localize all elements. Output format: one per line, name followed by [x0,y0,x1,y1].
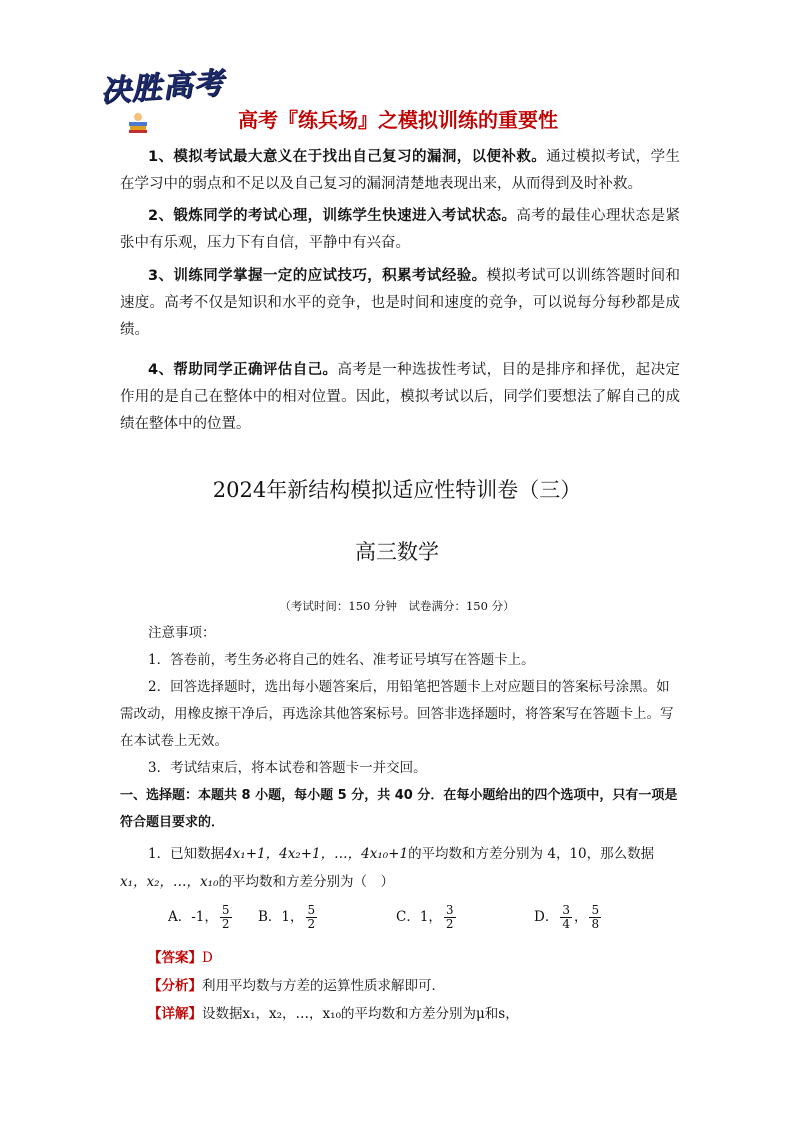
question-1-stem [120,840,680,896]
option-d-label: D． [534,909,559,925]
option-d-den-2: 8 [591,917,600,931]
books-icon [128,112,148,134]
notes-item-1: 1．答卷前，考生务必将自己的姓名、准考证号填写在答题卡上。 [148,652,535,668]
detail-tag: 【详解】 [148,1006,202,1022]
question-1-var-expr: x₁，x₂，…，x₁₀ [120,874,219,890]
exam-subject: 高三数学 [355,540,439,564]
option-c-num: 3 [445,903,454,917]
intro-item-4 [120,357,680,438]
intro-item-3-text: 模拟考试可以训练答题时间和速度。高考不仅是知识和水平的竞争，也是时间和速度的竞争，可以说每分每秒都是成绩。 [120,268,681,338]
answer-value: D [202,950,213,966]
option-d-fraction-1 [560,904,572,931]
option-d-num-2: 5 [591,903,600,917]
option-c-den: 2 [445,917,454,931]
intro-item-3 [120,263,680,344]
question-1-prefix: 1．已知数据 [148,846,225,862]
intro-item-1-bold: 1、模拟考试最大意义在于找出自己复习的漏洞，以便补救。 [148,149,547,165]
answer-line [148,944,708,972]
option-d-den: 4 [562,917,570,931]
exam-time-info: （考试时间：150 分钟 试卷满分：150 分） [279,599,515,613]
intro-item-2-bold: 2、锻炼同学的考试心理，训练学生快速进入考试状态。 [148,208,517,224]
option-c-label: C．1， [396,909,442,925]
question-1-options [168,904,648,940]
notes-item-2: 2．回答选择题时，选出每小题答案后，用铅笔把答题卡上对应题目的答案标号涂黑。如需改动，用橡皮擦干净后，再选涂其他答案标号。回答非选择题时，将答案写在答题卡上。写在本试卷上无效。 [120,679,674,749]
option-b-num: 5 [307,903,316,917]
logo [100,62,232,140]
option-a-fraction [220,904,232,931]
question-1-middle: 的平均数和方差分别为 4，10，那么数据 [408,846,655,862]
intro-item-4-bold: 4、帮助同学正确评估自己。 [148,362,338,378]
question-1-suffix: 的平均数和方差分别为（ ） [218,874,394,890]
section-1-heading: 一、选择题：本题共 8 小题，每小题 5 分，共 40 分．在每小题给出的四个选项中，只有一项是符合题目要求的． [120,788,678,830]
option-b[interactable] [258,904,319,931]
option-d-fraction-2 [589,904,601,931]
intro-item-4-text: 高考是一种选拔性考试，目的是排序和择优，起决定作用的是自己在整体中的相对位置。因此，模拟考试以后，同学们要想法了解自己的成绩在整体中的位置。 [120,362,681,432]
option-a-den: 2 [221,917,230,931]
option-b-den: 2 [307,917,316,931]
analysis-line [148,972,708,1000]
detail-line [148,1000,708,1028]
option-a[interactable] [168,904,234,931]
intro-item-2 [120,203,680,257]
intro-item-3-bold: 3、训练同学掌握一定的应试技巧，积累考试经验。 [148,268,487,284]
logo-text: 决胜高考 [99,65,226,110]
option-c-fraction [444,904,456,931]
intro-title: 高考『练兵场』之模拟训练的重要性 [238,108,558,132]
option-a-num: 5 [221,903,230,917]
detail-text: 设数据x₁，x₂，…，x₁₀的平均数和方差分别为μ和s， [202,1006,519,1022]
option-b-label: B．1， [258,909,304,925]
intro-item-1-text: 通过模拟考试，学生在学习中的弱点和不足以及自己复习的漏洞清楚地表现出来，从而得到及时补救。 [120,149,680,192]
notes-block [120,620,680,782]
notes-heading: 注意事项： [148,625,216,641]
option-b-fraction [306,904,318,931]
intro-item-2-text: 高考的最佳心理状态是紧张中有乐观，压力下有自信，平静中有兴奋。 [120,208,681,251]
answer-tag: 【答案】 [148,950,202,966]
question-1-data-expr: 4x₁+1，4x₂+1，…，4x₁₀+1 [224,846,409,862]
analysis-text: 利用平均数与方差的运算性质求解即可． [202,978,445,994]
intro-item-1 [120,144,680,198]
option-c[interactable] [396,904,458,931]
analysis-tag: 【分析】 [148,978,202,994]
option-d[interactable]: D． $\frac{3}{4}$ ， $\frac{5}{8}$ [534,903,600,931]
notes-item-3: 3．考试结束后，将本试卷和答题卡一并交回。 [148,760,427,776]
exam-title: 2024年新结构模拟适应性特训卷（三） [212,478,582,502]
option-d-num: 3 [562,903,570,917]
option-a-label: A．-1， [168,909,218,925]
